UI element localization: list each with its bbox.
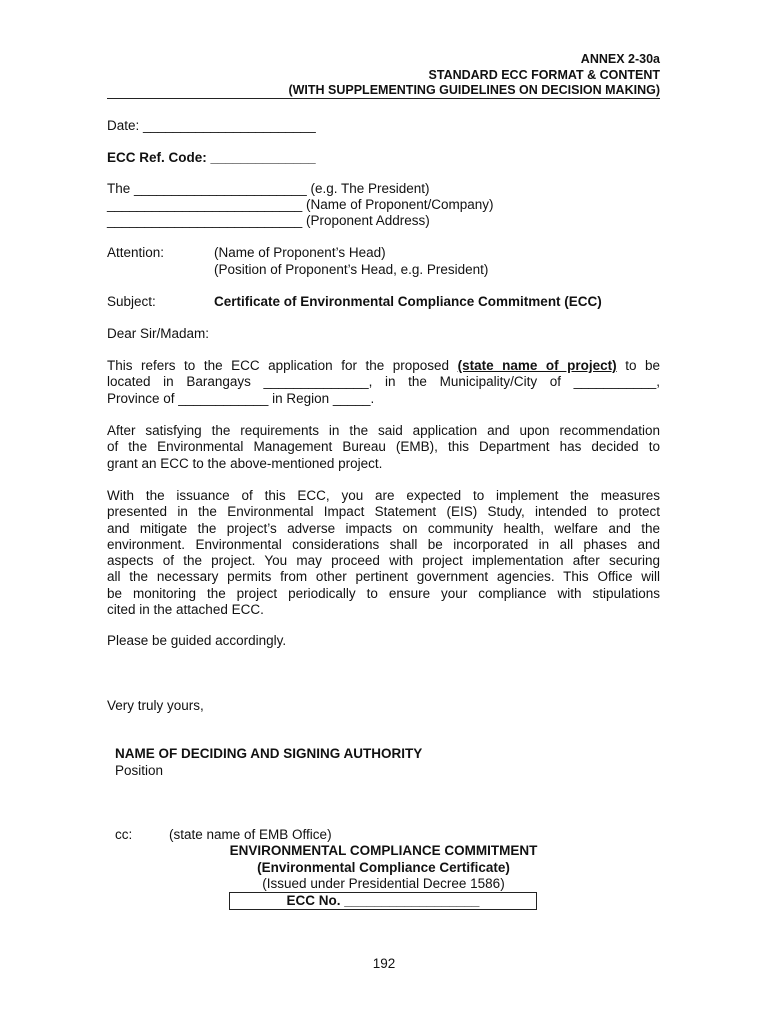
ecc-ref-code: ECC Ref. Code: ______________ <box>107 150 316 165</box>
addressee-line-2: __________________________ (Name of Proponent/Company) <box>107 197 494 212</box>
addressee-line-1: The _______________________ (e.g. The President) <box>107 181 430 196</box>
annex-label: ANNEX 2-30a <box>580 52 660 66</box>
paragraph-line: grant an ECC to the above-mentioned project. <box>107 455 383 471</box>
cc-label: cc: <box>115 827 133 842</box>
paragraph-measures <box>107 488 660 618</box>
attention-line-1: (Name of Proponent’s Head) <box>214 245 386 260</box>
closing: Very truly yours, <box>107 698 204 713</box>
certificate-title: ENVIRONMENTAL COMPLIANCE COMMITMENT <box>229 843 538 858</box>
paragraph-line: all the necessary permits from other pertinent government agencies. This Office will <box>107 569 660 585</box>
paragraph-project-line-2: located in Barangays ______________, in the Municipality/City of ___________, <box>107 374 660 390</box>
salutation: Dear Sir/Madam: <box>107 326 210 341</box>
signatory-position: Position <box>115 763 164 778</box>
date-line: Date: _______________________ <box>107 118 316 133</box>
attention-label: Attention: <box>107 245 165 260</box>
paragraph-line: be monitoring the project periodically to ensure your compliance with stipulations <box>107 585 660 601</box>
header-rule <box>107 98 660 99</box>
certificate-issued-under: (Issued under Presidential Decree 1586) <box>262 876 505 891</box>
attention-line-2: (Position of Proponent’s Head, e.g. President) <box>214 262 489 277</box>
paragraph-line: of the Environmental Management Bureau (EMB), this Department has decided to <box>107 439 660 455</box>
paragraph-line: and mitigate the project’s adverse impacts on community health, welfare and the <box>107 520 660 536</box>
paragraph-line: presented in the Environmental Impact Statement (EIS) Study, intended to protect <box>107 504 660 520</box>
guided-line: Please be guided accordingly. <box>107 633 287 648</box>
paragraph-line: environment. Environmental considerations shall be incorporated in all phases and <box>107 536 660 552</box>
addressee-line-3: __________________________ (Proponent Address) <box>107 213 430 228</box>
document-subtitle: (WITH SUPPLEMENTING GUIDELINES ON DECISION MAKING) <box>288 83 660 97</box>
document-title: STANDARD ECC FORMAT & CONTENT <box>428 68 660 82</box>
project-name-placeholder: (state name of project) <box>457 358 617 373</box>
subject-label: Subject: <box>107 294 156 309</box>
paragraph-project <box>107 358 660 407</box>
paragraph-line: aspects of the project. You may proceed with project implementation after securing <box>107 553 660 569</box>
paragraph-line: After satisfying the requirements in the said application and upon recommendation <box>107 423 660 438</box>
subject-text: Certificate of Environmental Compliance Commitment (ECC) <box>214 294 602 309</box>
signatory-name: NAME OF DECIDING AND SIGNING AUTHORITY <box>115 746 423 761</box>
paragraph-project-line-3: Province of ____________ in Region _____. <box>107 390 375 406</box>
ecc-number-box: ECC No. __________________ <box>229 892 537 910</box>
certificate-subtitle: (Environmental Compliance Certificate) <box>257 860 510 875</box>
paragraph-project-line-1: This refers to the ECC application for the proposed (state name of project) to be <box>107 358 660 373</box>
paragraph-line: With the issuance of this ECC, you are expected to implement the measures <box>107 488 660 503</box>
paragraph-line: cited in the attached ECC. <box>107 602 264 618</box>
cc-text: (state name of EMB Office) <box>169 827 332 842</box>
page-number: 192 <box>372 956 396 971</box>
paragraph-decision <box>107 423 660 472</box>
